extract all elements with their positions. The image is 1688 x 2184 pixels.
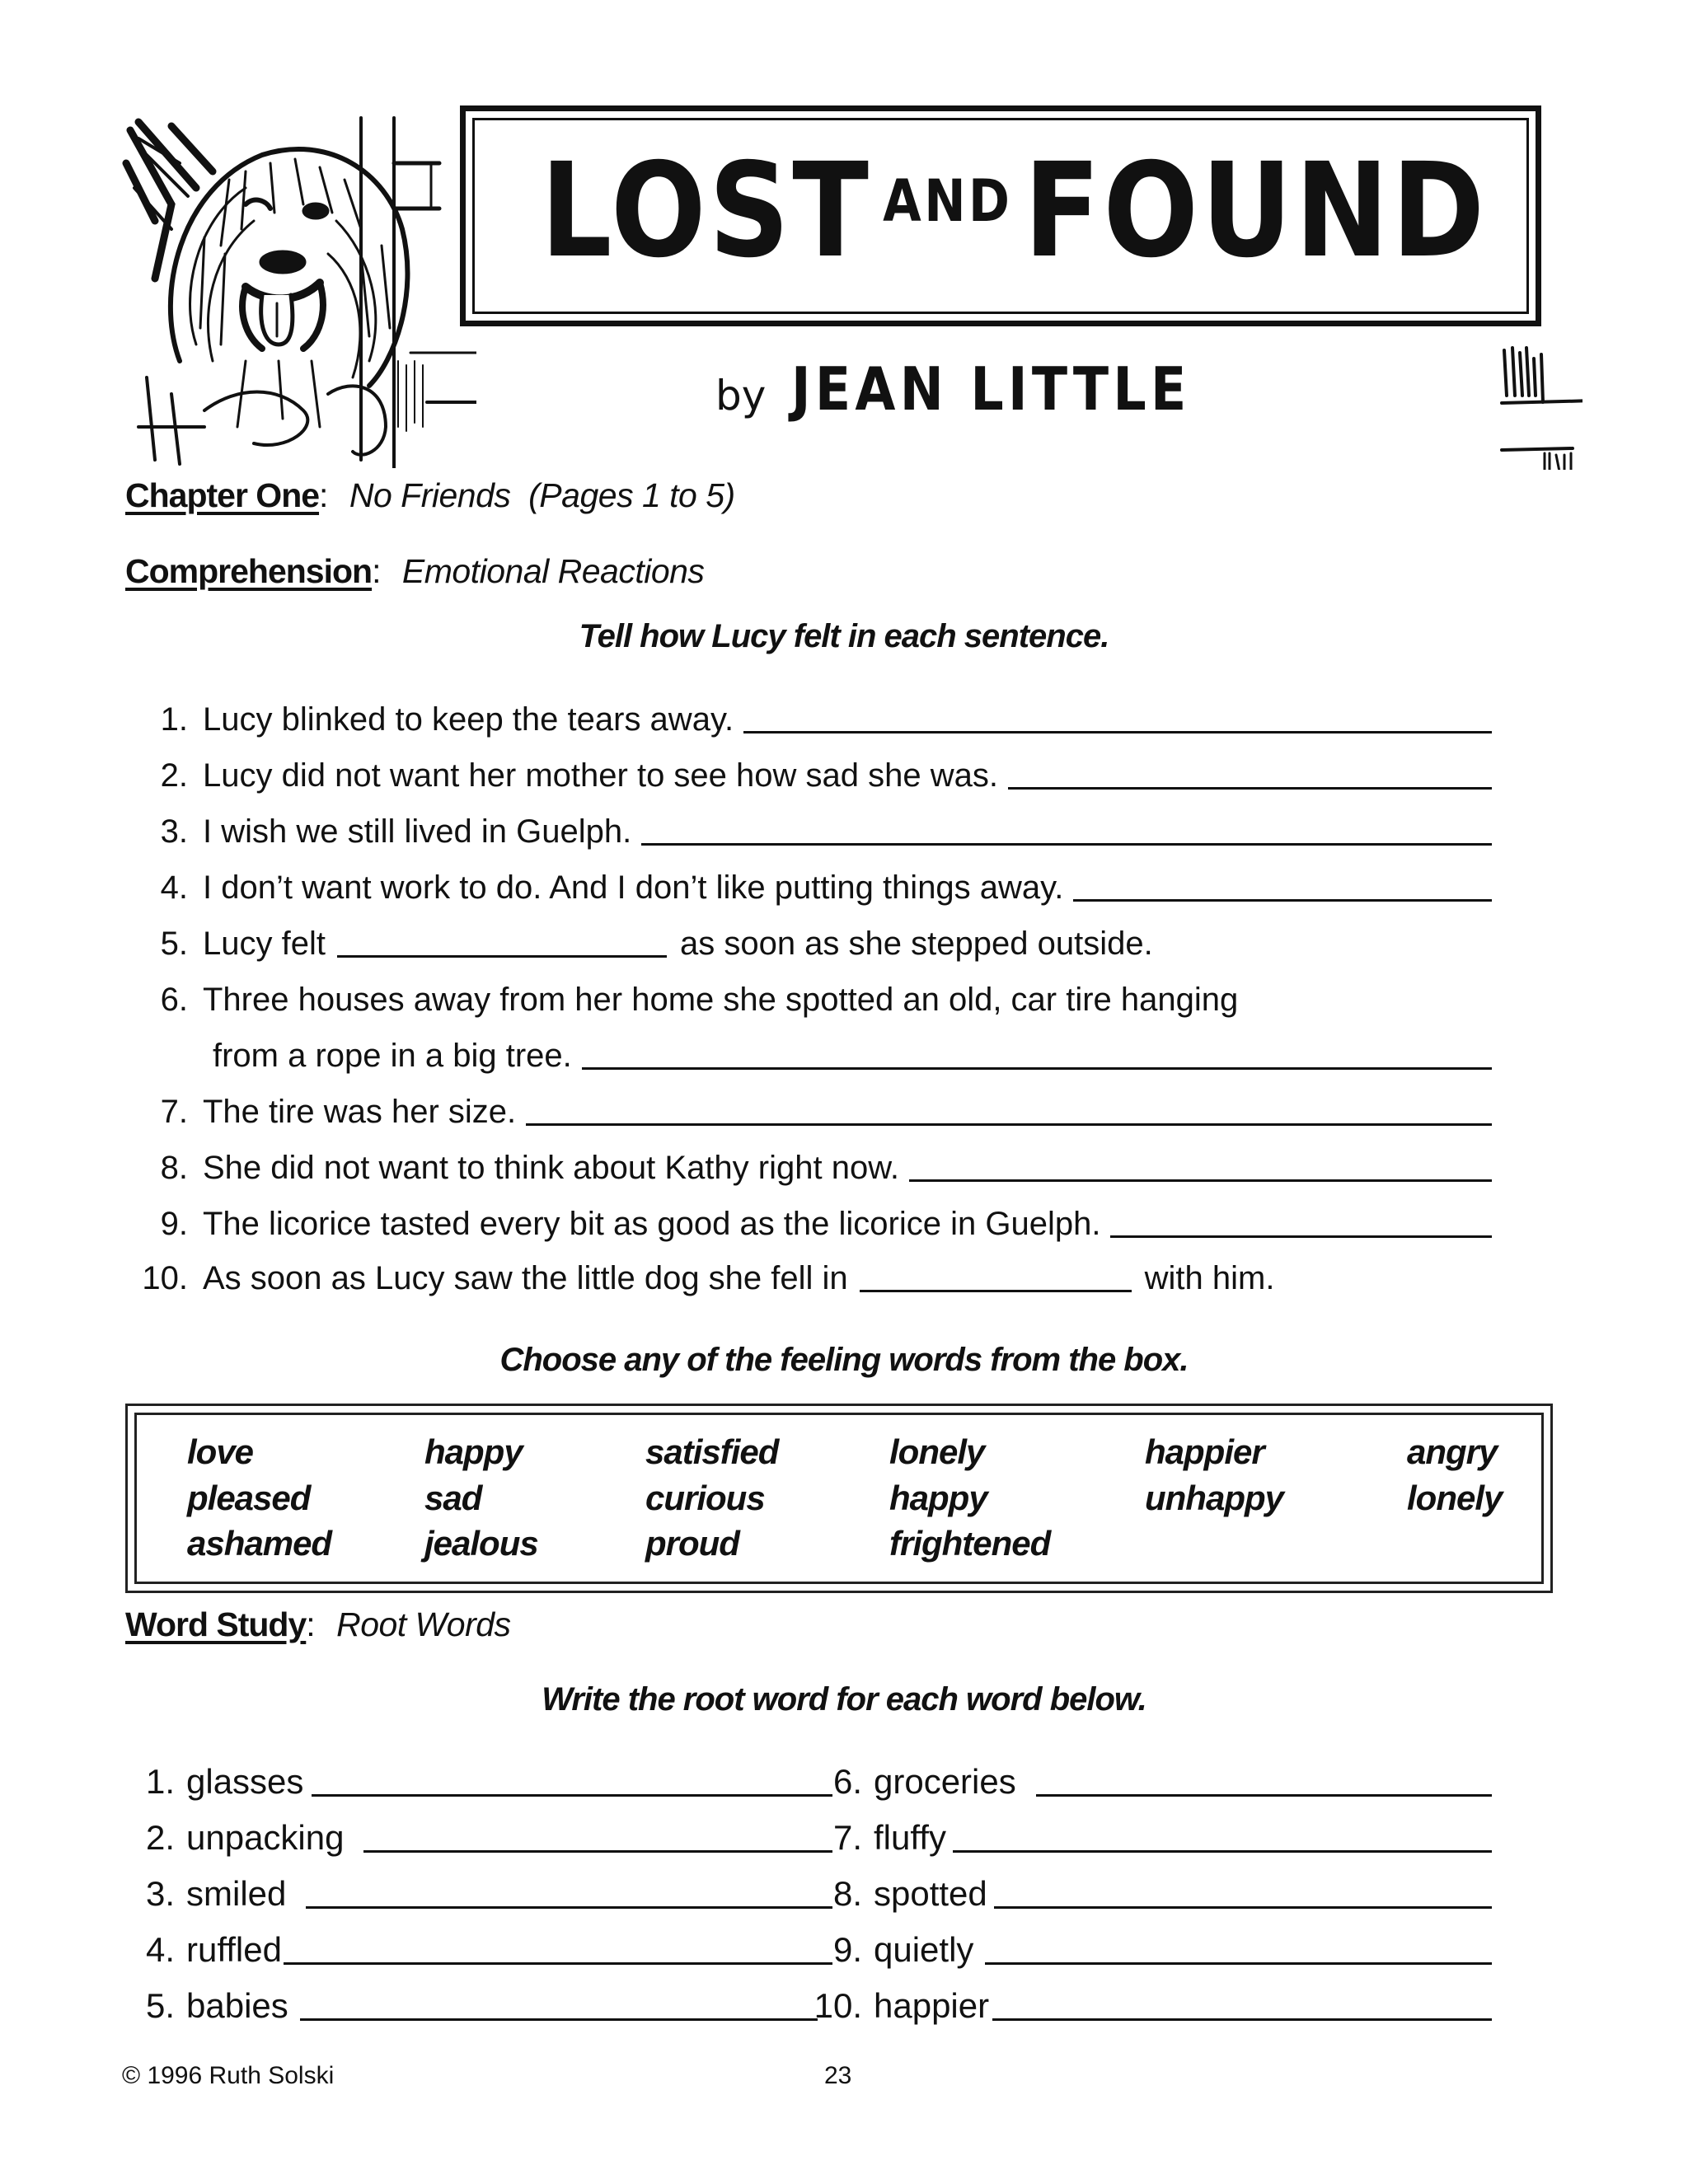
answer-blank[interactable] — [909, 1179, 1492, 1182]
feeling-word: proud — [645, 1524, 739, 1563]
root-word-prompt: babies — [186, 1986, 288, 2025]
feeling-word: happy — [424, 1432, 523, 1471]
question-item — [140, 1081, 1492, 1131]
question-text-after: with him. — [1144, 1260, 1275, 1296]
answer-blank[interactable] — [337, 954, 667, 958]
root-word-prompt: spotted — [874, 1874, 987, 1913]
question-item — [140, 857, 1492, 907]
root-word-prompt: happier — [874, 1986, 990, 2025]
question-number: 6. — [160, 982, 188, 1018]
copyright-notice: © 1996 Ruth Solski — [122, 2062, 335, 2089]
root-word-item — [816, 1868, 1492, 1914]
question-text: from a rope in a big tree. — [213, 1038, 572, 1074]
answer-blank[interactable] — [306, 1905, 832, 1909]
root-word-prompt: glasses — [186, 1762, 304, 1801]
answer-blank[interactable] — [1110, 1235, 1492, 1238]
answer-blank[interactable] — [300, 2018, 818, 2021]
root-word-item — [132, 1811, 832, 1858]
answer-blank[interactable] — [284, 1961, 832, 1965]
question-number: 10. — [142, 1260, 188, 1296]
item-number: 2. — [145, 1818, 175, 1857]
root-word-item — [132, 1868, 832, 1914]
feeling-word: jealous — [424, 1524, 538, 1563]
chapter-subtitle: No Friends (Pages 1 to 5) — [349, 476, 735, 514]
answer-blank[interactable] — [743, 730, 1492, 733]
question-item — [140, 689, 1492, 738]
comprehension-instruction: Tell how Lucy felt in each sentence. — [579, 618, 1109, 654]
page-number: 23 — [824, 2062, 852, 2089]
answer-blank[interactable] — [363, 1849, 832, 1853]
answer-blank[interactable] — [312, 1793, 832, 1797]
shaggy-dog-illustration — [122, 114, 476, 468]
answer-blank[interactable] — [1008, 786, 1492, 790]
question-number: 5. — [160, 926, 188, 962]
feeling-word: ashamed — [187, 1524, 332, 1563]
root-word-item — [132, 1924, 832, 1970]
root-word-item — [816, 1755, 1492, 1802]
item-number: 10. — [814, 1986, 862, 2025]
item-number: 7. — [832, 1818, 862, 1857]
byline-by: by — [715, 372, 767, 419]
word-box-instruction: Choose any of the feeling words from the box. — [499, 1342, 1189, 1378]
question-number: 9. — [160, 1206, 188, 1242]
feeling-words-box-inner-border — [134, 1413, 1544, 1584]
feeling-words-box — [125, 1404, 1553, 1593]
feeling-word: happy — [889, 1479, 987, 1517]
question-item — [140, 1193, 1492, 1243]
question-text-after: as soon as she stepped outside. — [679, 926, 1153, 962]
feeling-word: sad — [424, 1479, 482, 1517]
question-item — [140, 1248, 1492, 1297]
word-study-subtitle: Root Words — [336, 1605, 511, 1643]
question-text: I don’t want work to do. And I don’t like putting things away. — [203, 869, 1064, 906]
feeling-word: love — [187, 1432, 254, 1471]
question-number: 4. — [160, 869, 188, 906]
question-text: She did not want to think about Kathy right now. — [203, 1150, 899, 1186]
answer-blank[interactable] — [985, 1961, 1492, 1965]
root-word-item — [816, 1924, 1492, 1970]
question-text: Lucy did not want her mother to see how sad she was. — [203, 757, 998, 794]
answer-blank[interactable] — [641, 842, 1492, 846]
root-word-prompt: unpacking — [186, 1818, 345, 1857]
title-word-and: AND — [883, 167, 1013, 235]
question-item — [140, 913, 1492, 963]
title-word-lost: LOST — [540, 135, 872, 287]
answer-blank[interactable] — [1073, 898, 1492, 902]
word-study-heading — [125, 1605, 511, 1644]
book-title — [540, 135, 1488, 287]
root-word-item — [132, 1755, 832, 1802]
item-number: 1. — [145, 1762, 175, 1801]
root-word-prompt: groceries — [874, 1762, 1016, 1801]
root-word-prompt: ruffled — [186, 1930, 282, 1969]
feeling-word: happier — [1145, 1432, 1264, 1471]
question-item — [140, 745, 1492, 794]
chapter-heading — [125, 476, 735, 515]
feeling-word: pleased — [187, 1479, 311, 1517]
comprehension-colon: : — [372, 552, 382, 590]
title-word-found: FOUND — [1024, 135, 1488, 287]
question-item — [140, 1137, 1492, 1187]
root-word-prompt: quietly — [874, 1930, 974, 1969]
root-word-item — [132, 1980, 818, 2026]
item-number: 8. — [832, 1874, 862, 1913]
decorative-fence-lines — [1484, 330, 1582, 470]
question-number: 3. — [160, 813, 188, 850]
byline — [715, 354, 1245, 424]
answer-blank[interactable] — [582, 1066, 1492, 1070]
comprehension-label: Comprehension — [125, 552, 373, 590]
word-study-colon: : — [306, 1605, 316, 1643]
feeling-word: lonely — [1407, 1479, 1503, 1517]
answer-blank[interactable] — [1036, 1793, 1492, 1797]
question-text: The tire was her size. — [203, 1094, 517, 1130]
item-number: 4. — [145, 1930, 175, 1969]
answer-blank[interactable] — [953, 1849, 1492, 1853]
chapter-colon: : — [319, 476, 329, 514]
root-word-item — [801, 1980, 1492, 2026]
feeling-word: lonely — [889, 1432, 985, 1471]
answer-blank[interactable] — [860, 1289, 1132, 1292]
question-text: Three houses away from her home she spotted an old, car tire hanging — [203, 982, 1239, 1018]
question-item-continuation — [213, 1025, 1492, 1075]
answer-blank[interactable] — [992, 2018, 1492, 2021]
answer-blank[interactable] — [526, 1122, 1492, 1126]
comprehension-subtitle: Emotional Reactions — [401, 552, 705, 590]
question-item — [140, 801, 1492, 851]
question-text: As soon as Lucy saw the little dog she fell in — [203, 1260, 848, 1296]
item-number: 5. — [145, 1986, 175, 2025]
question-text: Lucy blinked to keep the tears away. — [203, 701, 734, 738]
root-word-prompt: fluffy — [874, 1818, 946, 1857]
author-name: JEAN LITTLE — [790, 354, 1191, 424]
question-number: 8. — [160, 1150, 188, 1186]
comprehension-heading — [125, 552, 704, 591]
question-number: 2. — [160, 757, 188, 794]
root-word-prompt: smiled — [186, 1874, 287, 1913]
item-number: 3. — [145, 1874, 175, 1913]
title-box — [460, 105, 1541, 326]
question-text: Lucy felt — [203, 926, 326, 962]
root-word-item — [816, 1811, 1492, 1858]
answer-blank[interactable] — [994, 1905, 1492, 1909]
chapter-label: Chapter One — [125, 476, 320, 514]
feeling-word: frightened — [889, 1524, 1051, 1563]
question-item — [140, 969, 1492, 1019]
item-number: 9. — [832, 1930, 862, 1969]
feeling-word: curious — [645, 1479, 765, 1517]
question-text: The licorice tasted every bit as good as the licorice in Guelph. — [203, 1206, 1101, 1242]
question-text: I wish we still lived in Guelph. — [203, 813, 632, 850]
word-study-instruction: Write the root word for each word below. — [542, 1681, 1146, 1718]
question-number: 1. — [160, 701, 188, 738]
item-number: 6. — [832, 1762, 862, 1801]
question-number: 7. — [160, 1094, 188, 1130]
feeling-word: satisfied — [645, 1432, 779, 1471]
word-study-label: Word Study — [125, 1605, 307, 1643]
feeling-word: unhappy — [1145, 1479, 1283, 1517]
feeling-word: angry — [1407, 1432, 1498, 1471]
